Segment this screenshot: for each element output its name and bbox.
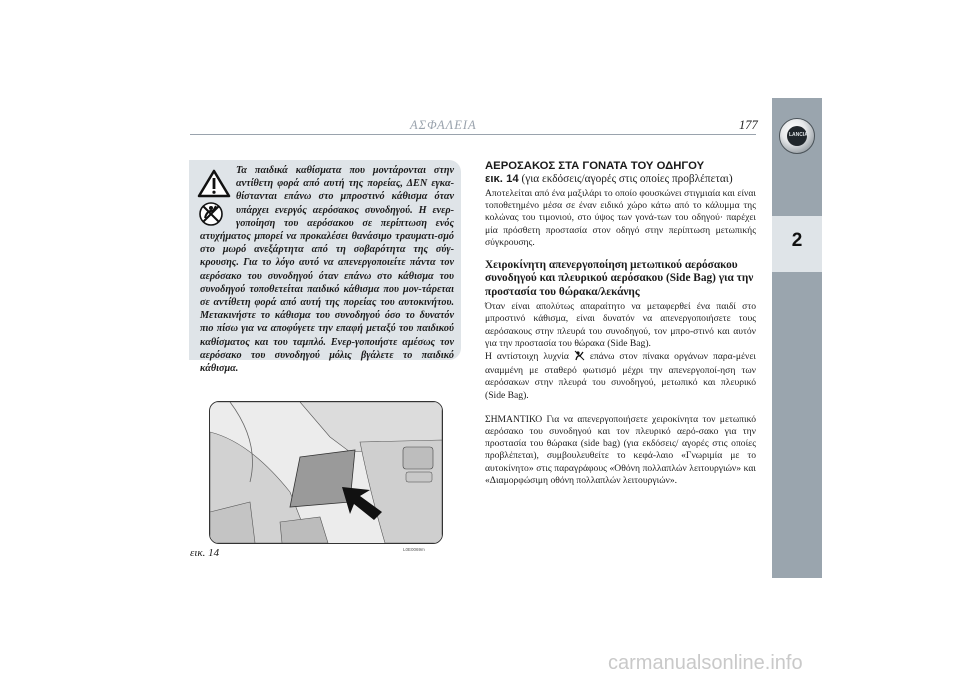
logo-text: LANCIA xyxy=(789,132,808,138)
figure-caption: εικ. 14 xyxy=(190,547,220,559)
section-title-knee-airbag: ΑΕΡΟΣΑΚΟΣ ΣΤΑ ΓΟΝΑΤΑ ΤΟΥ ΟΔΗΓΟΥ xyxy=(485,160,705,172)
header-rule xyxy=(190,134,756,135)
warning-paragraph: Τα παιδικά καθίσματα που μοντάρονται στην αντίθετη φορά από αυτή της πορείας, ΔΕΝ εγκα-θίστανται επάνω στο μπροστινό κάθισμα όταν υπάρχει ενεργός αερόσακος συνοδηγού. Η ενερ-γοποίηση του αερόσακου σε περίπτωση ενός ατυχήματος μπορεί να προκαλέσει θανάσιμο τραυματι-σμό στο μωρό ανεξάρτητα από τη σοβαρότητα της σύγ-κρουσης. Για το λόγο αυτό να απενεργοποιείτε πάντα τον αερόσακο του συνοδηγού όταν επάνω στο κάθισμα του συνοδηγού τοποθετείται παιδικό κάθισμα που μον-τάρεται σε αντίθετη φορά από αυτή της πορείας του αυτοκινήτου. Μετακινήστε το κάθισμα του συνοδηγού όσο το δυνατόν πιο πίσω για να αποφύγετε την επαφή μεταξύ του παιδικού καθίσματος και του ταμπλό. Ενερ-γοποιήστε αμέσως τον αερόσακο του συνοδηγού μόλις βγάλετε το παιδικό κάθισμα. xyxy=(200,165,454,375)
chapter-box[interactable] xyxy=(772,216,822,272)
watermark: carmanualsonline.info xyxy=(608,652,803,674)
subtitle-note: (για εκδόσεις/αγορές στις οποίες προβλέπεται) xyxy=(518,173,733,185)
deactivation-body-2 xyxy=(485,350,756,402)
deactivation-body-2-post: επάνω στον πίνακα οργάνων παρα-μένει αναμμένη με σταθερό φωτισμό μέχρι την απενεργοποί-ηση των αερόσακων στην πλευρά του συνοδηγού, μετωπικό και πλευρικό (Side Bag). xyxy=(485,351,756,401)
page-number: 177 xyxy=(739,118,758,132)
important-note: ΣΗΜΑΝΤΙΚΟ Για να απενεργοποιήσετε χειροκίνητα τον μετωπικό αερόσακο του συνοδηγού και τον πλευρικό αερό-σακο για την προστασία του θώρακα (side bag) (για εκδόσεις/ αγορές στις οποίες προβλέπεται), συμβουλευθείτε το κεφά-λαιο «Γνωριμία με το αυτοκίνητο» στις παραγράφους «Οθόνη πολλαπλών λειτουργιών» και «Διαμορφώσιμη οθόνη πολλαπλών λειτουργιών». xyxy=(485,413,756,486)
header-section-title: ΑΣΦΑΛΕΙΑ xyxy=(410,118,477,132)
deactivation-body-2-pre: Η αντίστοιχη λυχνία xyxy=(485,351,574,363)
figure-code: L0E0069m xyxy=(403,547,425,552)
knee-airbag-panel xyxy=(290,450,355,507)
chapter-number: 2 xyxy=(791,230,803,251)
deactivation-body-1: Όταν είναι απολύτως απαραίτητο να μεταφερθεί ένα παιδί στο μπροστινό κάθισμα, είναι δυνατόν να απενεργοποιήσετε τους αερόσακους στην πλευρά του συνοδηγού, τον μπρο-στινό και αυτόν για την προστασία του θώρακα (Side Bag). xyxy=(485,301,756,349)
airbag-off-lamp-icon xyxy=(574,350,585,365)
section-subtitle xyxy=(485,173,756,186)
figure-reference[interactable]: εικ. 14 xyxy=(485,173,519,185)
knee-airbag-body: Αποτελείται από ένα μαξιλάρι το οποίο φουσκώνει στιγμιαία και είναι τοποθετημένο μέσα σε έναν ειδικό χώρο κάτω από το κάλυμμα της κολώνας του τιμονιού, στο ύψος των γονά-των του οδηγού· παρέχει μία πρόσθετη προστασία στον οδηγό στην περίπτωση μετωπικής σύγκρουσης. xyxy=(485,188,756,248)
warning-text xyxy=(200,164,454,375)
section-title-manual-deactivation: Χειροκίνητη απενεργοποίηση μετωπικού αερόσακου συνοδηγού και πλευρικού αερόσακου (Side Bag) για την προστασία του θώρακα/λεκάνης xyxy=(485,259,754,298)
dashboard-illustration xyxy=(210,402,442,543)
right-column xyxy=(485,160,756,487)
logo-badge xyxy=(787,126,807,146)
lancia-logo xyxy=(779,118,815,154)
chapter-side-tab xyxy=(772,98,822,578)
figure-dashboard-knee-airbag xyxy=(209,401,443,544)
